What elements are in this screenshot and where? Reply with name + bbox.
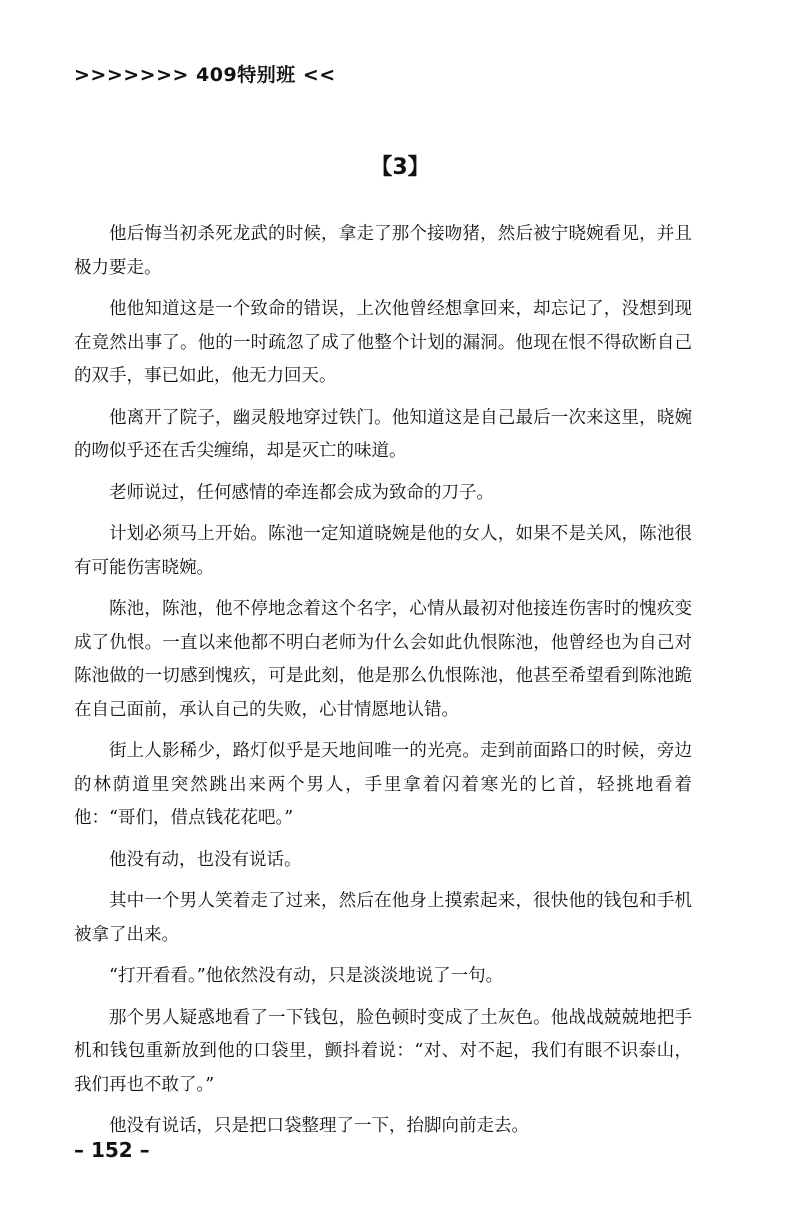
paragraph: 老师说过，任何感情的牵连都会成为致命的刀子。 [109, 482, 494, 503]
paragraph: 他没有动，也没有说话。 [109, 849, 302, 870]
chapter-heading: 【3】 [370, 155, 430, 180]
paragraph: 计划必须马上开始。陈池一定知道晓婉是他的女人，如果不是关风，陈池很有可能伤害晓婉。 [74, 524, 692, 578]
page-number: – 152 – [74, 1138, 150, 1162]
paragraph: 他后悔当初杀死龙武的时候，拿走了那个接吻猪，然后被宁晓婉看见，并且极力要走。 [74, 224, 692, 278]
paragraph: 街上人影稀少，路灯似乎是天地间唯一的光亮。走到前面路口的时候，旁边的林荫道里突然跳出来两个男人，手里拿着闪着寒光的匕首，轻挑地看着他：“哥们，借点钱花花吧。” [74, 741, 692, 828]
paragraph: 他没有说话，只是把口袋整理了一下，抬脚向前走去。 [109, 1116, 529, 1136]
paragraph: 他他知道这是一个致命的错误，上次他曾经想拿回来，却忘记了，没想到现在竟然出事了。他的一时疏忽了成了他整个计划的漏洞。他现在恨不得砍断自己的双手，事已如此，他无力回天。 [74, 299, 692, 386]
paragraph: “打开看看。”他依然没有动，只是淡淡地说了一句。 [109, 966, 504, 986]
running-header: >>>>>>> 409特别班 << [74, 64, 336, 86]
paragraph: 陈池，陈池，他不停地念着这个名字，心情从最初对他接连伤害时的愧疚变成了仇恨。一直以来他都不明白老师为什么会如此仇恨陈池，他曾经也为自己对陈池做的一切感到愧疚，可是此刻，他是那么仇恨陈池，他甚至希望看到陈池跪在自己面前，承认自己的失败，心甘情愿地认错。 [74, 599, 692, 720]
body-text [74, 218, 692, 1152]
paragraph: 其中一个男人笑着走了过来，然后在他身上摸索起来，很快他的钱包和手机被拿了出来。 [74, 891, 692, 945]
paragraph: 那个男人疑惑地看了一下钱包，脸色顿时变成了土灰色。他战战兢兢地把手机和钱包重新放到他的口袋里，颤抖着说：“对、对不起，我们有眼不识泰山，我们再也不敢了。” [74, 1007, 692, 1095]
paragraph: 他离开了院子，幽灵般地穿过铁门。他知道这是自己最后一次来这里，晓婉的吻似乎还在舌尖缠绵，却是灭亡的味道。 [74, 407, 692, 461]
